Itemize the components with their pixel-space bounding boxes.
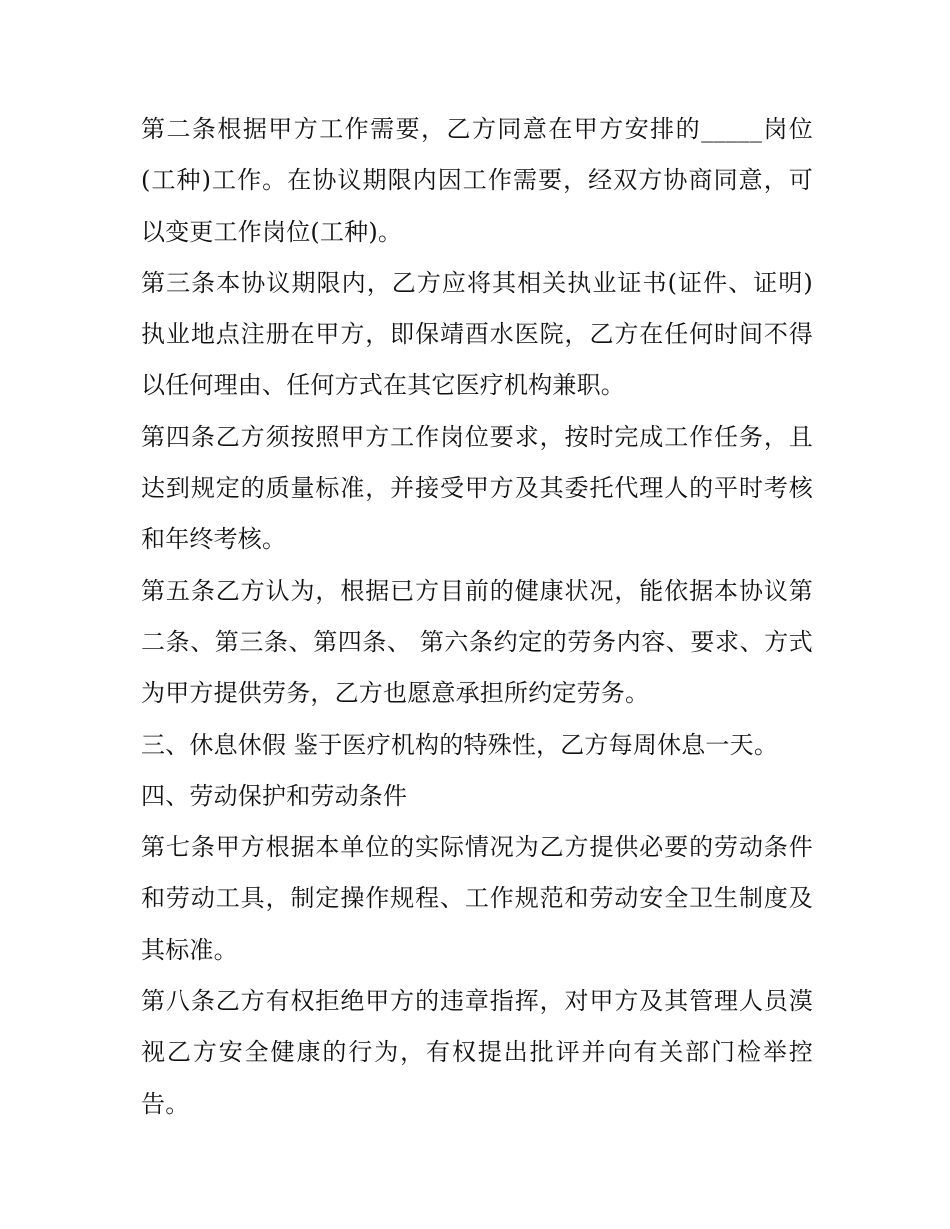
paragraph-article-7: 第七条甲方根据本单位的实际情况为乙方提供必要的劳动条件和劳动工具，制定操作规程、工作规范和劳动安全卫生制度及其标准。 [141, 833, 813, 964]
section-heading-rest-leave: 三、休息休假 鉴于医疗机构的特殊性，乙方每周休息一天。 [141, 730, 779, 759]
section-heading-labor-protection: 四、劳动保护和劳动条件 [141, 781, 408, 810]
paragraph-article-8: 第八条乙方有权拒绝甲方的违章指挥，对甲方及其管理人员漠视乙方安全健康的行为，有权提出批评并向有关部门检举控告。 [141, 987, 813, 1118]
document-body [141, 104, 813, 1130]
paragraph-article-2: 第二条根据甲方工作需要，乙方同意在甲方安排的_____岗位(工种)工作。在协议期限内因工作需要，经双方协商同意，可以变更工作岗位(工种)。 [141, 115, 813, 246]
paragraph-article-4: 第四条乙方须按照甲方工作岗位要求，按时完成工作任务，且达到规定的质量标准，并接受甲方及其委托代理人的平时考核和年终考核。 [141, 422, 813, 554]
paragraph-article-5: 第五条乙方认为，根据已方目前的健康状况，能依据本协议第二条、第三条、第四条、 第六条约定的劳务内容、要求、方式为甲方提供劳务，乙方也愿意承担所约定劳务。 [141, 576, 813, 708]
paragraph-article-3: 第三条本协议期限内，乙方应将其相关执业证书(证件、证明)执业地点注册在甲方，即保靖酉水医院，乙方在任何时间不得以任何理由、任何方式在其它医疗机构兼职。 [141, 268, 813, 400]
